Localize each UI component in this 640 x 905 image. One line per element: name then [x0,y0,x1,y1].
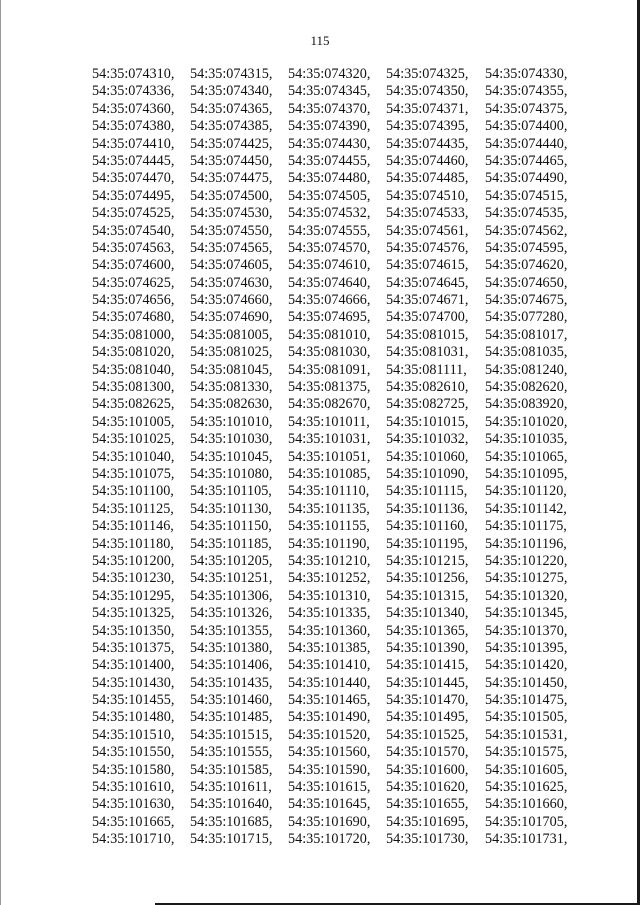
cadastral-number-cell: 54:35:074570, [288,239,371,256]
cadastral-number-cell: 54:35:101200, [92,552,175,569]
cadastral-number-cell: 54:35:074320, [288,66,371,82]
cadastral-number-cell: 54:35:074330, [485,66,568,82]
cadastral-number-cell: 54:35:074576, [386,239,469,256]
cadastral-number-cell: 54:35:074625, [92,274,175,291]
cadastral-number-cell: 54:35:081020, [92,344,175,361]
cadastral-number-cell: 54:35:101025, [92,431,175,448]
cadastral-number-cell: 54:35:101185, [190,535,272,552]
cadastral-number-cell: 54:35:074485, [386,170,469,187]
cadastral-number-cell: 54:35:101515, [190,726,273,743]
cadastral-number-cell: 54:35:074671, [386,292,469,309]
cadastral-number-cell: 54:35:101150, [190,518,272,535]
cadastral-number-cell: 54:35:101430, [92,674,175,691]
cadastral-number-cell: 54:35:074680, [92,309,175,326]
cadastral-number-cell: 54:35:082610, [386,379,469,396]
cadastral-number-cell: 54:35:101045, [190,448,273,465]
cadastral-number-cell: 54:35:101611, [190,779,272,796]
cadastral-number-cell: 54:35:101130, [190,500,272,517]
cadastral-number-cell: 54:35:101035, [485,431,568,448]
cadastral-number-cell: 54:35:101251, [190,570,273,587]
cadastral-number-cell: 54:35:074610, [288,257,371,274]
cadastral-number-cell: 54:35:101100, [92,483,174,500]
cadastral-number-cell: 54:35:074385, [190,118,273,135]
cadastral-number-cell: 54:35:074400, [485,118,568,135]
cadastral-number-cell: 54:35:101040, [92,448,175,465]
cadastral-number-cell: 54:35:101395, [485,639,568,656]
cadastral-number-cell: 54:35:101252, [288,570,371,587]
cadastral-number-cell: 54:35:074595, [485,239,568,256]
cadastral-number-cell: 54:35:101520, [288,726,371,743]
cadastral-number-cell: 54:35:101415, [386,657,469,674]
cadastral-number-cell: 54:35:074310, [92,66,175,82]
cadastral-number-cell: 54:35:101600, [386,761,469,778]
cadastral-number-cell: 54:35:081035, [485,344,568,361]
cadastral-number-cell: 54:35:074562, [485,222,568,239]
cadastral-number-cell: 54:35:074375, [485,100,568,117]
cadastral-number-cell: 54:35:101575, [485,744,568,761]
cadastral-number-cell: 54:35:101120, [485,483,567,500]
cadastral-number-cell: 54:35:074370, [288,100,371,117]
cadastral-number-cell: 54:35:101180, [92,535,174,552]
cadastral-number-cell: 54:35:101435, [190,674,273,691]
cadastral-number-cell: 54:35:081040, [92,361,175,378]
cadastral-number-cell: 54:35:101375, [92,639,175,656]
cadastral-number-cell: 54:35:074475, [190,170,273,187]
cadastral-number-cell: 54:35:101275, [485,570,568,587]
cadastral-number-cell: 54:35:101326, [190,605,273,622]
page-number: 115 [310,33,330,48]
cadastral-number-cell: 54:35:101136, [386,500,468,517]
cadastral-number-cell: 54:35:074550, [190,222,273,239]
cadastral-number-cell: 54:35:074530, [190,205,273,222]
cadastral-number-cell: 54:35:101020, [485,413,568,430]
cadastral-number-cell: 54:35:101015, [386,413,469,430]
cadastral-number-cell: 54:35:077280, [485,309,568,326]
cadastral-number-cell: 54:35:101406, [190,657,273,674]
cadastral-number-cell: 54:35:081300, [92,379,175,396]
cadastral-number-cell: 54:35:101125, [92,500,174,517]
cadastral-number-cell: 54:35:101360, [288,622,371,639]
cadastral-numbers-table [92,66,581,849]
cadastral-number-cell: 54:35:101365, [386,622,469,639]
cadastral-number-cell: 54:35:081091, [288,361,371,378]
cadastral-number-cell: 54:35:101490, [288,709,371,726]
cadastral-number-cell: 54:35:074630, [190,274,273,291]
cadastral-number-cell: 54:35:101615, [288,779,371,796]
cadastral-number-cell: 54:35:074500, [190,187,273,204]
cadastral-number-cell: 54:35:101695, [386,813,469,830]
cadastral-number-cell: 54:35:101190, [288,535,370,552]
cadastral-number-cell: 54:35:074380, [92,118,175,135]
cadastral-number-cell: 54:35:074600, [92,257,175,274]
cadastral-number-cell: 54:35:074620, [485,257,568,274]
cadastral-number-cell: 54:35:101470, [386,692,469,709]
cadastral-number-cell: 54:35:101310, [288,587,371,604]
cadastral-number-cell: 54:35:081111, [386,361,467,378]
cadastral-number-cell: 54:35:082625, [92,396,175,413]
cadastral-number-cell: 54:35:101315, [386,587,469,604]
cadastral-number-cell: 54:35:101110, [288,483,370,500]
cadastral-number-cell: 54:35:074365, [190,100,273,117]
cadastral-number-cell: 54:35:082620, [485,379,568,396]
scan-edge-left [0,0,1,905]
cadastral-number-cell: 54:35:101730, [386,831,469,848]
cadastral-number-cell: 54:35:101460, [190,692,273,709]
cadastral-number-cell: 54:35:101655, [386,796,469,813]
cadastral-number-cell: 54:35:101580, [92,761,175,778]
cadastral-number-cell: 54:35:101380, [190,639,273,656]
cadastral-number-cell: 54:35:101660, [485,796,568,813]
cadastral-number-cell: 54:35:101685, [190,813,273,830]
cadastral-number-cell: 54:35:074410, [92,135,175,152]
cadastral-number-cell: 54:35:101306, [190,587,273,604]
cadastral-number-cell: 54:35:101230, [92,570,175,587]
cadastral-number-cell: 54:35:101720, [288,831,371,848]
cadastral-number-cell: 54:35:101510, [92,726,175,743]
cadastral-number-cell: 54:35:081005, [190,326,273,343]
cadastral-number-cell: 54:35:074450, [190,152,273,169]
cadastral-number-cell: 54:35:101370, [485,622,568,639]
cadastral-number-cell: 54:35:101155, [288,518,370,535]
cadastral-number-cell: 54:35:101485, [190,709,273,726]
cadastral-number-cell: 54:35:101705, [485,813,568,830]
cadastral-number-cell: 54:35:101256, [386,570,469,587]
cadastral-number-cell: 54:35:101690, [288,813,371,830]
cadastral-number-cell: 54:35:101465, [288,692,371,709]
cadastral-number-cell: 54:35:101505, [485,709,568,726]
cadastral-number-cell: 54:35:101320, [485,587,568,604]
cadastral-number-cell: 54:35:074490, [485,170,568,187]
cadastral-number-cell: 54:35:074561, [386,222,469,239]
cadastral-number-cell: 54:35:074645, [386,274,469,291]
cadastral-number-cell: 54:35:074533, [386,205,469,222]
cadastral-number-cell: 54:35:082725, [386,396,469,413]
cadastral-number-cell: 54:35:101605, [485,761,568,778]
cadastral-number-cell: 54:35:101175, [485,518,567,535]
cadastral-number-cell: 54:35:074336, [92,83,175,100]
cadastral-number-cell: 54:35:101385, [288,639,371,656]
cadastral-number-cell: 54:35:074465, [485,152,568,169]
cadastral-number-cell: 54:35:101031, [288,431,371,448]
cadastral-number-cell: 54:35:101400, [92,657,175,674]
cadastral-number-cell: 54:35:101030, [190,431,273,448]
cadastral-number-cell: 54:35:101525, [386,726,469,743]
cadastral-number-cell: 54:35:101340, [386,605,469,622]
cadastral-number-cell: 54:35:101445, [386,674,469,691]
cadastral-number-cell: 54:35:074390, [288,118,371,135]
cadastral-number-cell: 54:35:101640, [190,796,273,813]
cadastral-number-cell: 54:35:101080, [190,465,273,482]
cadastral-number-cell: 54:35:101142, [485,500,567,517]
cadastral-number-cell: 54:35:074563, [92,239,175,256]
cadastral-number-cell: 54:35:101665, [92,813,175,830]
cadastral-number-cell: 54:35:074440, [485,135,568,152]
cadastral-number-cell: 54:35:101450, [485,674,568,691]
cadastral-number-cell: 54:35:101135, [288,500,370,517]
cadastral-number-cell: 54:35:074340, [190,83,273,100]
cadastral-number-cell: 54:35:101032, [386,431,469,448]
cadastral-number-cell: 54:35:081045, [190,361,273,378]
cadastral-number-cell: 54:35:074695, [288,309,371,326]
cadastral-number-cell: 54:35:074325, [386,66,469,82]
cadastral-number-cell: 54:35:101410, [288,657,371,674]
cadastral-number-cell: 54:35:074555, [288,222,371,239]
cadastral-number-cell: 54:35:074345, [288,83,371,100]
cadastral-number-cell: 54:35:074675, [485,292,568,309]
cadastral-number-cell: 54:35:101195, [386,535,468,552]
cadastral-number-cell: 54:35:074666, [288,292,371,309]
cadastral-number-cell: 54:35:074355, [485,83,568,100]
cadastral-number-cell: 54:35:074480, [288,170,371,187]
cadastral-number-cell: 54:35:101710, [92,831,175,848]
cadastral-number-cell: 54:35:082670, [288,396,371,413]
cadastral-number-cell: 54:35:101630, [92,796,175,813]
cadastral-number-cell: 54:35:101065, [485,448,568,465]
cadastral-number-cell: 54:35:101610, [92,779,175,796]
cadastral-number-cell: 54:35:101495, [386,709,469,726]
cadastral-number-cell: 54:35:074615, [386,257,469,274]
cadastral-number-cell: 54:35:074315, [190,66,273,82]
cadastral-number-cell: 54:35:081015, [386,326,469,343]
cadastral-number-cell: 54:35:101570, [386,744,469,761]
cadastral-number-cell: 54:35:101585, [190,761,273,778]
cadastral-number-cell: 54:35:101146, [92,518,174,535]
cadastral-number-cell: 54:35:101335, [288,605,371,622]
cadastral-number-cell: 54:35:074460, [386,152,469,169]
cadastral-number-cell: 54:35:101115, [386,483,468,500]
cadastral-number-cell: 54:35:101531, [485,726,568,743]
cadastral-number-cell: 54:35:101060, [386,448,469,465]
cadastral-number-cell: 54:35:074430, [288,135,371,152]
cadastral-number-cell: 54:35:074435, [386,135,469,152]
cadastral-number-cell: 54:35:101560, [288,744,371,761]
cadastral-number-cell: 54:35:074535, [485,205,568,222]
cadastral-number-cell: 54:35:101715, [190,831,273,848]
cadastral-number-cell: 54:35:082630, [190,396,273,413]
cadastral-number-cell: 54:35:101205, [190,552,273,569]
cadastral-number-cell: 54:35:101455, [92,692,175,709]
cadastral-number-cell: 54:35:101325, [92,605,175,622]
cadastral-number-cell: 54:35:074656, [92,292,175,309]
cadastral-number-cell: 54:35:074360, [92,100,175,117]
cadastral-number-cell: 54:35:074605, [190,257,273,274]
cadastral-number-cell: 54:35:101731, [485,831,568,848]
cadastral-number-cell: 54:35:074660, [190,292,273,309]
cadastral-number-cell: 54:35:074515, [485,187,568,204]
cadastral-number-cell: 54:35:081240, [485,361,568,378]
cadastral-number-cell: 54:35:074525, [92,205,175,222]
cadastral-number-cell: 54:35:101620, [386,779,469,796]
cadastral-number-cell: 54:35:101075, [92,465,175,482]
cadastral-number-cell: 54:35:074371, [386,100,469,117]
cadastral-number-cell: 54:35:074455, [288,152,371,169]
cadastral-number-cell: 54:35:101550, [92,744,175,761]
cadastral-number-cell: 54:35:101210, [288,552,371,569]
cadastral-number-cell: 54:35:101010, [190,413,273,430]
cadastral-number-cell: 54:35:101196, [485,535,567,552]
cadastral-number-cell: 54:35:074505, [288,187,371,204]
cadastral-number-cell: 54:35:101590, [288,761,371,778]
cadastral-number-cell: 54:35:081010, [288,326,371,343]
cadastral-number-cell: 54:35:101390, [386,639,469,656]
cadastral-number-cell: 54:35:074532, [288,205,371,222]
cadastral-number-cell: 54:35:101345, [485,605,568,622]
cadastral-number-cell: 54:35:101475, [485,692,568,709]
cadastral-number-cell: 54:35:101355, [190,622,273,639]
cadastral-number-cell: 54:35:081030, [288,344,371,361]
cadastral-number-cell: 54:35:074445, [92,152,175,169]
cadastral-number-cell: 54:35:081000, [92,326,175,343]
cadastral-number-cell: 54:35:074700, [386,309,469,326]
cadastral-number-cell: 54:35:081330, [190,379,273,396]
cadastral-number-cell: 54:35:101105, [190,483,272,500]
cadastral-number-cell: 54:35:074495, [92,187,175,204]
cadastral-number-cell: 54:35:101295, [92,587,175,604]
cadastral-number-cell: 54:35:101160, [386,518,468,535]
cadastral-number-cell: 54:35:101215, [386,552,469,569]
cadastral-number-cell: 54:35:101480, [92,709,175,726]
cadastral-number-cell: 54:35:074690, [190,309,273,326]
cadastral-number-cell: 54:35:074350, [386,83,469,100]
cadastral-number-cell: 54:35:101625, [485,779,568,796]
cadastral-number-cell: 54:35:101350, [92,622,175,639]
cadastral-number-cell: 54:35:101095, [485,465,568,482]
cadastral-number-cell: 54:35:101420, [485,657,568,674]
cadastral-number-cell: 54:35:101051, [288,448,371,465]
cadastral-number-cell: 54:35:081025, [190,344,273,361]
cadastral-number-cell: 54:35:101645, [288,796,371,813]
cadastral-number-cell: 54:35:101005, [92,413,175,430]
cadastral-number-cell: 54:35:101011, [288,413,370,430]
cadastral-number-cell: 54:35:101085, [288,465,371,482]
cadastral-number-cell: 54:35:074650, [485,274,568,291]
cadastral-number-cell: 54:35:101440, [288,674,371,691]
cadastral-number-cell: 54:35:081031, [386,344,469,361]
cadastral-number-cell: 54:35:083920, [485,396,568,413]
cadastral-number-cell: 54:35:101220, [485,552,568,569]
cadastral-number-cell: 54:35:081375, [288,379,371,396]
cadastral-number-cell: 54:35:074395, [386,118,469,135]
cadastral-number-cell: 54:35:101555, [190,744,273,761]
cadastral-number-cell: 54:35:074510, [386,187,469,204]
cadastral-number-cell: 54:35:081017, [485,326,568,343]
cadastral-number-cell: 54:35:074540, [92,222,175,239]
cadastral-number-cell: 54:35:101090, [386,465,469,482]
cadastral-number-cell: 54:35:074470, [92,170,175,187]
cadastral-number-cell: 54:35:074640, [288,274,371,291]
cadastral-number-cell: 54:35:074565, [190,239,273,256]
cadastral-number-cell: 54:35:074425, [190,135,273,152]
